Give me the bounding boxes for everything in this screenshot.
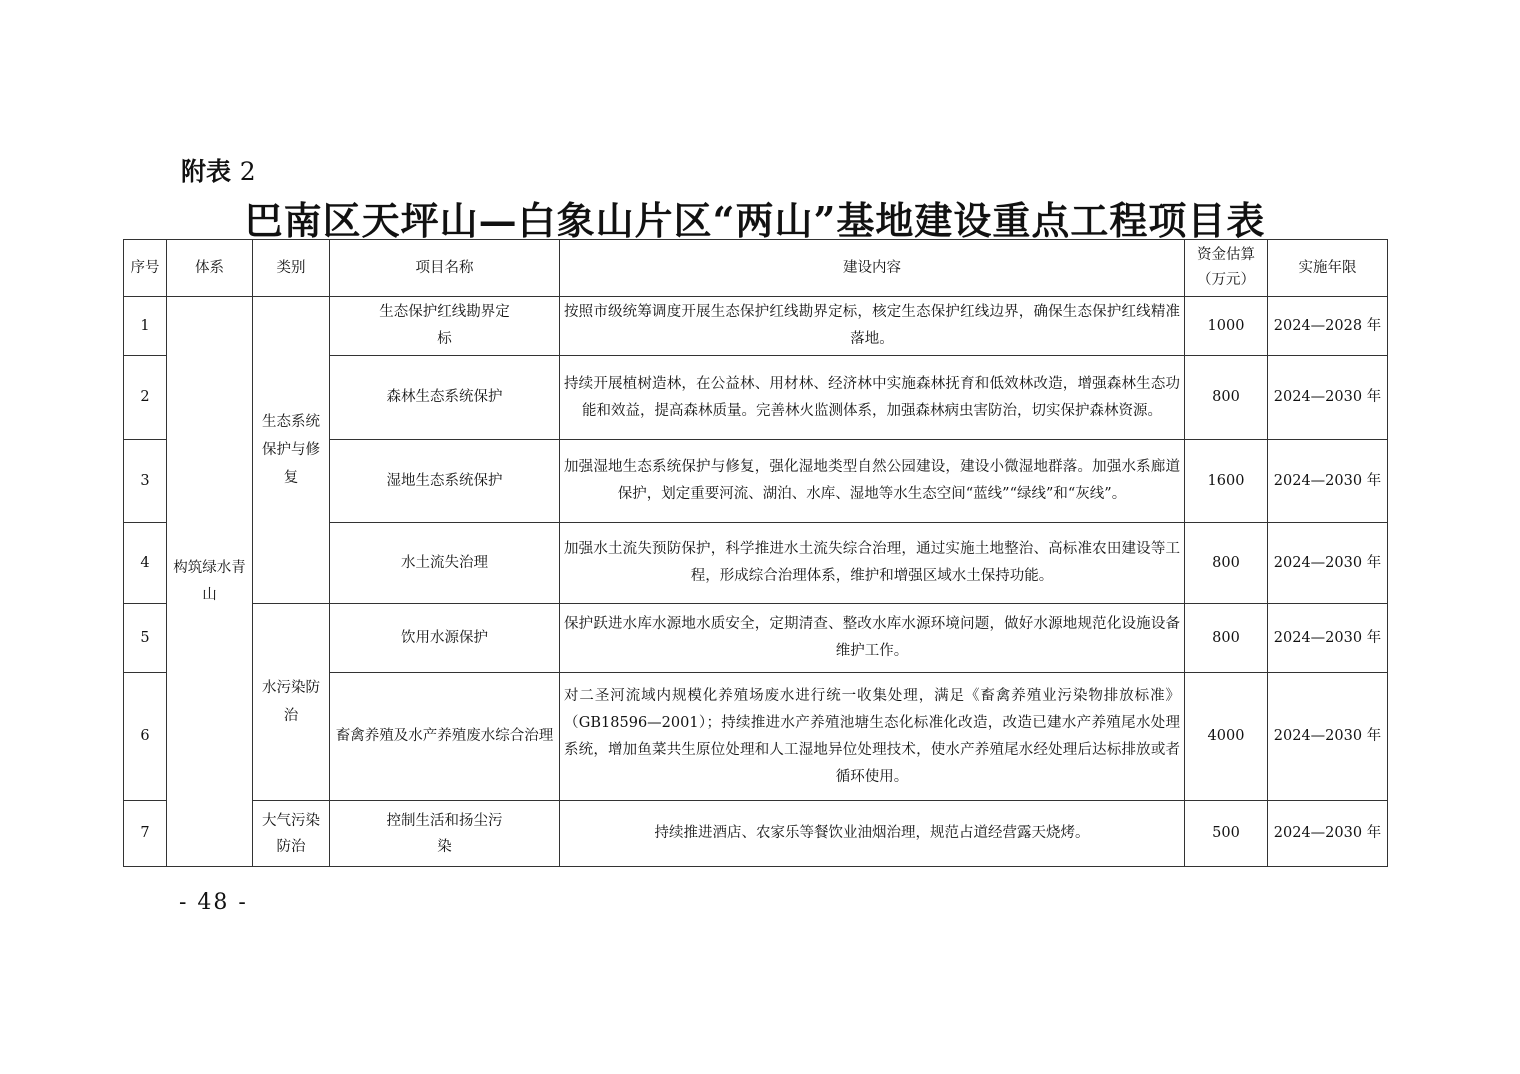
- cell-period: 2024—2030 年: [1268, 440, 1388, 523]
- cell-seq: 5: [124, 604, 167, 673]
- cell-content: 持续推进酒店、农家乐等餐饮业油烟治理，规范占道经营露天烧烤。: [560, 801, 1185, 867]
- cell-fund: 800: [1185, 523, 1268, 604]
- cell-fund: 800: [1185, 604, 1268, 673]
- header-fund-line1: 资金估算: [1197, 247, 1255, 263]
- appendix-prefix: 附表: [181, 157, 232, 186]
- cell-name: 森林生态系统保护: [330, 356, 560, 440]
- document-title: 巴南区天坪山—白象山片区“两山”基地建设重点工程项目表: [244, 198, 1266, 243]
- table-header-row: [124, 240, 1388, 297]
- cell-seq: 6: [124, 673, 167, 801]
- cell-fund: 500: [1185, 801, 1268, 867]
- header-seq: 序号: [124, 240, 167, 297]
- cell-category-water: 水污染防治: [253, 604, 330, 801]
- header-system: 体系: [167, 240, 253, 297]
- cell-content: 加强水土流失预防保护，科学推进水土流失综合治理，通过实施土地整治、高标准农田建设等工程，形成综合治理体系，维护和增强区域水土保持功能。: [560, 523, 1185, 604]
- header-category: 类别: [253, 240, 330, 297]
- cell-fund: 4000: [1185, 673, 1268, 801]
- table-row: [124, 801, 1388, 867]
- appendix-label: [181, 152, 256, 188]
- cell-content: 对二圣河流域内规模化养殖场废水进行统一收集处理，满足《畜禽养殖业污染物排放标准》（GB18596—2001）；持续推进水产养殖池塘生态化标准化改造，改造已建水产养殖尾水处理系统，增加鱼菜共生原位处理和人工湿地异位处理技术，使水产养殖尾水经处理后达标排放或者循环使用。: [560, 673, 1185, 801]
- cell-name: 水土流失治理: [330, 523, 560, 604]
- cell-content: 保护跃进水库水源地水质安全，定期清查、整改水库水源环境问题，做好水源地规范化设施设备维护工作。: [560, 604, 1185, 673]
- cell-seq: 1: [124, 297, 167, 356]
- cell-period: 2024—2030 年: [1268, 604, 1388, 673]
- cell-seq: 7: [124, 801, 167, 867]
- cell-content: 加强湿地生态系统保护与修复，强化湿地类型自然公园建设，建设小微湿地群落。加强水系廊道保护，划定重要河流、湖泊、水库、湿地等水生态空间“蓝线”“绿线”和“灰线”。: [560, 440, 1185, 523]
- cell-content: 按照市级统筹调度开展生态保护红线勘界定标，核定生态保护红线边界，确保生态保护红线精准落地。: [560, 297, 1185, 356]
- table-row: [124, 297, 1388, 356]
- cell-category-eco: 生态系统保护与修复: [253, 297, 330, 604]
- cell-content: 持续开展植树造林，在公益林、用材林、经济林中实施森林抚育和低效林改造，增强森林生态功能和效益，提高森林质量。完善林火监测体系，加强森林病虫害防治，切实保护森林资源。: [560, 356, 1185, 440]
- header-period: 实施年限: [1268, 240, 1388, 297]
- page-number: - 48 -: [179, 890, 248, 915]
- cell-name: 饮用水源保护: [330, 604, 560, 673]
- cell-fund: 1000: [1185, 297, 1268, 356]
- cell-fund: 1600: [1185, 440, 1268, 523]
- cell-category-air: 大气污染防治: [253, 801, 330, 867]
- cell-name: 控制生活和扬尘污染: [330, 801, 560, 867]
- cell-fund: 800: [1185, 356, 1268, 440]
- cell-name: 湿地生态系统保护: [330, 440, 560, 523]
- cell-period: 2024—2028 年: [1268, 297, 1388, 356]
- cell-seq: 3: [124, 440, 167, 523]
- cell-system: 构筑绿水青山: [167, 297, 253, 867]
- header-content: 建设内容: [560, 240, 1185, 297]
- cell-name: 生态保护红线勘界定标: [330, 297, 560, 356]
- cell-seq: 2: [124, 356, 167, 440]
- cell-period: 2024—2030 年: [1268, 523, 1388, 604]
- project-table: [123, 239, 1388, 867]
- cell-period: 2024—2030 年: [1268, 356, 1388, 440]
- cell-period: 2024—2030 年: [1268, 801, 1388, 867]
- appendix-number: 2: [239, 157, 256, 186]
- header-name: 项目名称: [330, 240, 560, 297]
- cell-name: 畜禽养殖及水产养殖废水综合治理: [330, 673, 560, 801]
- cell-seq: 4: [124, 523, 167, 604]
- table-row: [124, 604, 1388, 673]
- header-fund-line2: （万元）: [1197, 272, 1255, 288]
- header-fund: [1185, 240, 1268, 297]
- cell-period: 2024—2030 年: [1268, 673, 1388, 801]
